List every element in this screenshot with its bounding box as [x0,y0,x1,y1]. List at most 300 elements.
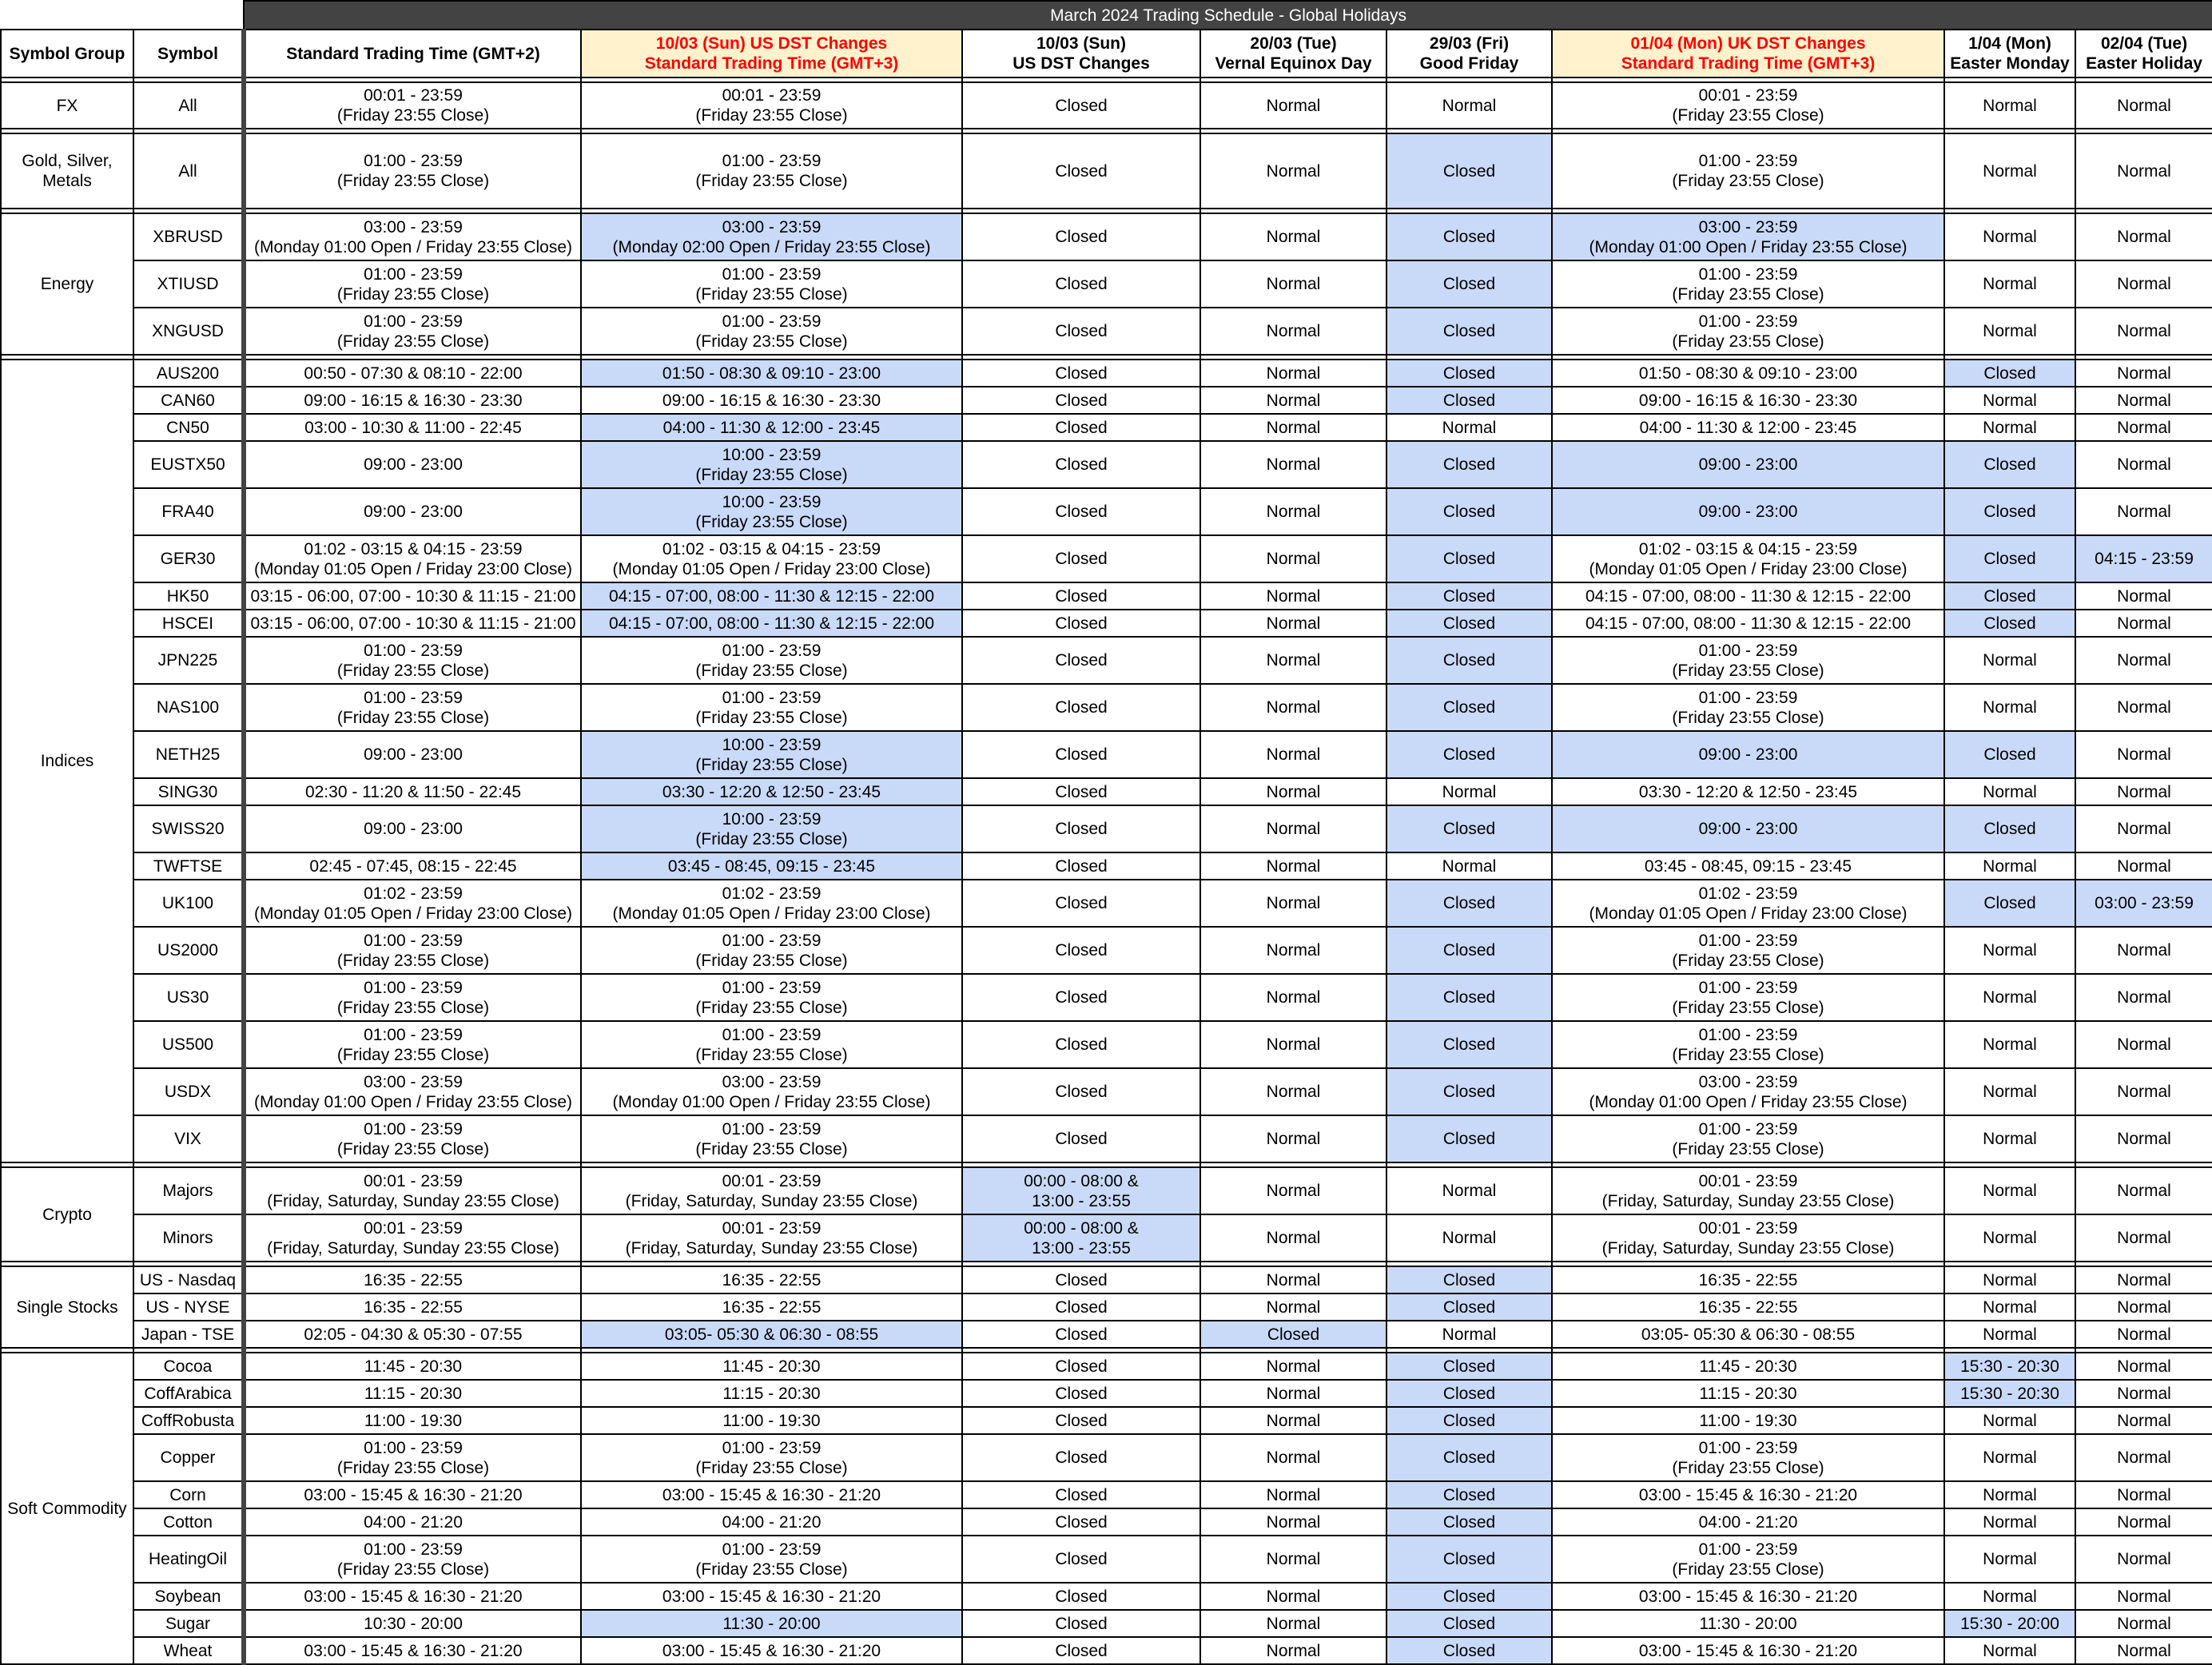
schedule-cell: Closed [962,133,1200,209]
schedule-cell: 01:00 - 23:59 (Friday 23:55 Close) [581,308,962,355]
schedule-cell: Normal [1944,82,2075,129]
schedule-cell: Normal [2075,852,2212,880]
schedule-cell: Closed [962,82,1200,129]
table-row [1,133,2212,209]
schedule-cell: Normal [1200,1293,1386,1321]
schedule-cell: Normal [1200,880,1386,927]
schedule-cell: 00:01 - 23:59 (Friday, Saturday, Sunday 23:55 Close) [581,1214,962,1262]
schedule-cell: 03:00 - 15:45 & 16:30 - 21:20 [244,1481,581,1508]
schedule-cell: Normal [2075,308,2212,355]
schedule-cell: 01:00 - 23:59 (Friday 23:55 Close) [581,1115,962,1162]
symbol-cell: CoffRobusta [133,1407,244,1434]
schedule-cell: 03:05- 05:30 & 06:30 - 08:55 [581,1321,962,1348]
schedule-cell: 09:00 - 23:00 [244,731,581,778]
schedule-cell: Normal [2075,441,2212,488]
schedule-cell: Normal [1200,1380,1386,1407]
schedule-cell: Closed [1386,1407,1552,1434]
schedule-cell: 11:15 - 20:30 [244,1380,581,1407]
table-row [1,1583,2212,1610]
schedule-cell: 04:00 - 21:20 [1552,1508,1944,1536]
schedule-cell: Normal [1386,852,1552,880]
schedule-cell: Normal [2075,260,2212,308]
schedule-cell: 01:00 - 23:59 (Friday 23:55 Close) [244,974,581,1021]
schedule-cell: 03:00 - 23:59 (Monday 01:00 Open / Friday 23:55 Close) [1552,213,1944,260]
schedule-cell: 00:01 - 23:59 (Friday, Saturday, Sunday 23:55 Close) [581,1167,962,1214]
schedule-cell: Normal [1944,1481,2075,1508]
schedule-cell: Closed [962,1508,1200,1536]
schedule-cell: Normal [1944,778,2075,805]
schedule-cell: Normal [1944,414,2075,441]
schedule-cell: Normal [1200,488,1386,535]
symbol-cell: HSCEI [133,610,244,637]
schedule-cell: Normal [2075,1353,2212,1380]
table-row [1,1115,2212,1162]
schedule-cell: Closed [962,637,1200,684]
symbol-cell: CoffArabica [133,1380,244,1407]
schedule-cell: 01:00 - 23:59 (Friday 23:55 Close) [244,637,581,684]
schedule-cell: Normal [1200,308,1386,355]
table-row [1,387,2212,414]
symbol-cell: US500 [133,1021,244,1068]
schedule-cell: Closed [1944,805,2075,852]
table-row [1,260,2212,308]
page-title: March 2024 Trading Schedule - Global Holidays [244,1,2212,30]
schedule-cell: Normal [2075,1266,2212,1293]
schedule-cell: Closed [1386,441,1552,488]
schedule-cell: 09:00 - 23:00 [1552,488,1944,535]
schedule-cell: 00:00 - 08:00 & 13:00 - 23:55 [962,1214,1200,1262]
schedule-cell: Closed [1386,1068,1552,1115]
schedule-cell: Closed [962,488,1200,535]
table-row [1,1508,2212,1536]
schedule-cell: 10:00 - 23:59 (Friday 23:55 Close) [581,805,962,852]
schedule-cell: Normal [2075,414,2212,441]
schedule-cell: Normal [1200,1583,1386,1610]
schedule-cell: 11:45 - 20:30 [1552,1353,1944,1380]
schedule-cell: Normal [1386,778,1552,805]
column-header: 10/03 (Sun) US DST Changes Standard Trading Time (GMT+3) [581,30,962,77]
schedule-cell: Normal [2075,1610,2212,1637]
schedule-cell: 03:15 - 06:00, 07:00 - 10:30 & 11:15 - 21:00 [244,582,581,610]
schedule-cell: 11:00 - 19:30 [581,1407,962,1434]
symbol-cell: NETH25 [133,731,244,778]
schedule-cell: 01:00 - 23:59 (Friday 23:55 Close) [244,308,581,355]
schedule-cell: Closed [962,260,1200,308]
symbol-cell: VIX [133,1115,244,1162]
table-row [1,1321,2212,1348]
schedule-cell: 00:01 - 23:59 (Friday, Saturday, Sunday 23:55 Close) [1552,1167,1944,1214]
schedule-cell: 11:45 - 20:30 [581,1353,962,1380]
schedule-cell: Normal [2075,1380,2212,1407]
schedule-cell: Closed [1386,1637,1552,1664]
table-row [1,82,2212,129]
symbol-cell: Corn [133,1481,244,1508]
schedule-cell: Closed [962,1068,1200,1115]
schedule-cell: 09:00 - 16:15 & 16:30 - 23:30 [581,387,962,414]
schedule-cell: Normal [1386,1321,1552,1348]
table-row [1,1068,2212,1115]
table-row [1,441,2212,488]
schedule-cell: Normal [1200,1536,1386,1583]
schedule-cell: 00:01 - 23:59 (Friday, Saturday, Sunday 23:55 Close) [244,1167,581,1214]
symbol-cell: GER30 [133,535,244,582]
schedule-cell: 03:00 - 15:45 & 16:30 - 21:20 [581,1583,962,1610]
schedule-cell: 15:30 - 20:30 [1944,1380,2075,1407]
table-body [1,1,2212,1664]
schedule-cell: Normal [1200,133,1386,209]
schedule-cell: 03:15 - 06:00, 07:00 - 10:30 & 11:15 - 21:00 [244,610,581,637]
schedule-cell: Normal [1200,1021,1386,1068]
schedule-cell: Closed [1944,535,2075,582]
schedule-cell: 03:00 - 15:45 & 16:30 - 21:20 [1552,1481,1944,1508]
schedule-cell: Normal [1200,1407,1386,1434]
symbol-cell: EUSTX50 [133,441,244,488]
schedule-cell: Closed [962,1536,1200,1583]
schedule-cell: Closed [1386,1115,1552,1162]
table-row [1,852,2212,880]
symbol-cell: XTIUSD [133,260,244,308]
table-row [1,1021,2212,1068]
schedule-cell: Normal [1944,1321,2075,1348]
schedule-cell: 16:35 - 22:55 [244,1266,581,1293]
schedule-cell: Closed [962,1321,1200,1348]
schedule-cell: 09:00 - 23:00 [1552,441,1944,488]
schedule-cell: Normal [1944,1583,2075,1610]
table-row [1,582,2212,610]
schedule-cell: Closed [962,610,1200,637]
schedule-cell: Normal [1944,213,2075,260]
symbol-cell: Copper [133,1434,244,1481]
schedule-cell: 03:30 - 12:20 & 12:50 - 23:45 [581,778,962,805]
schedule-cell: Closed [1386,684,1552,731]
table-row [1,1610,2212,1637]
schedule-cell: 01:02 - 03:15 & 04:15 - 23:59 (Monday 01:05 Open / Friday 23:00 Close) [1552,535,1944,582]
schedule-cell: 03:30 - 12:20 & 12:50 - 23:45 [1552,778,1944,805]
symbol-cell: SWISS20 [133,805,244,852]
schedule-cell: 04:15 - 07:00, 08:00 - 11:30 & 12:15 - 22:00 [1552,582,1944,610]
schedule-cell: Closed [1386,731,1552,778]
schedule-cell: Closed [1386,1353,1552,1380]
schedule-cell: Normal [1200,387,1386,414]
schedule-cell: Closed [1944,880,2075,927]
schedule-cell: 00:01 - 23:59 (Friday, Saturday, Sunday 23:55 Close) [1552,1214,1944,1262]
symbol-group-cell: Crypto [1,1167,133,1262]
column-header: 29/03 (Fri) Good Friday [1386,30,1552,77]
schedule-cell: Normal [1200,260,1386,308]
schedule-cell: 16:35 - 22:55 [244,1293,581,1321]
schedule-cell: 00:50 - 07:30 & 08:10 - 22:00 [244,360,581,387]
schedule-cell: 16:35 - 22:55 [581,1266,962,1293]
schedule-cell: 03:00 - 23:59 (Monday 01:00 Open / Friday 23:55 Close) [244,1068,581,1115]
table-row [1,213,2212,260]
schedule-cell: Normal [1200,360,1386,387]
schedule-cell: Normal [1944,1293,2075,1321]
schedule-cell: Normal [1200,805,1386,852]
schedule-cell: 01:00 - 23:59 (Friday 23:55 Close) [244,1115,581,1162]
schedule-cell: Normal [2075,1481,2212,1508]
schedule-cell: Normal [2075,1536,2212,1583]
symbol-cell: Soybean [133,1583,244,1610]
symbol-group-cell: Soft Commodity [1,1353,133,1664]
schedule-cell: Normal [1944,1167,2075,1214]
schedule-cell: 01:00 - 23:59 (Friday 23:55 Close) [581,1434,962,1481]
schedule-cell: Normal [2075,488,2212,535]
symbol-cell: JPN225 [133,637,244,684]
schedule-cell: 09:00 - 16:15 & 16:30 - 23:30 [1552,387,1944,414]
symbol-group-cell: Energy [1,213,133,355]
schedule-cell: Closed [962,414,1200,441]
schedule-cell: 01:00 - 23:59 (Friday 23:55 Close) [1552,308,1944,355]
schedule-cell: 01:00 - 23:59 (Friday 23:55 Close) [581,974,962,1021]
schedule-cell: Normal [2075,778,2212,805]
schedule-cell: Closed [1944,488,2075,535]
table-row [1,1481,2212,1508]
table-row [1,1266,2212,1293]
schedule-cell: 01:00 - 23:59 (Friday 23:55 Close) [244,1434,581,1481]
schedule-cell: 10:00 - 23:59 (Friday 23:55 Close) [581,731,962,778]
schedule-cell: Normal [1944,1508,2075,1536]
schedule-cell: Normal [1200,1068,1386,1115]
schedule-cell: Closed [962,1380,1200,1407]
schedule-cell: 10:00 - 23:59 (Friday 23:55 Close) [581,488,962,535]
schedule-cell: 11:30 - 20:00 [581,1610,962,1637]
schedule-cell: 04:00 - 21:20 [581,1508,962,1536]
schedule-cell: 11:00 - 19:30 [1552,1407,1944,1434]
schedule-cell: Normal [1200,414,1386,441]
symbol-cell: US - NYSE [133,1293,244,1321]
schedule-cell: Normal [1200,610,1386,637]
symbol-group-cell: Indices [1,360,133,1162]
schedule-cell: 11:15 - 20:30 [581,1380,962,1407]
schedule-cell: Normal [2075,1167,2212,1214]
schedule-cell: Normal [1200,1266,1386,1293]
schedule-cell: Closed [962,1481,1200,1508]
schedule-cell: 01:00 - 23:59 (Friday 23:55 Close) [1552,1536,1944,1583]
symbol-cell: US - Nasdaq [133,1266,244,1293]
schedule-cell: 01:00 - 23:59 (Friday 23:55 Close) [1552,684,1944,731]
schedule-cell: 01:02 - 23:59 (Monday 01:05 Open / Friday 23:00 Close) [1552,880,1944,927]
column-header: Symbol [133,30,244,77]
schedule-cell: Normal [1200,684,1386,731]
symbol-cell: Majors [133,1167,244,1214]
schedule-cell: Normal [2075,1021,2212,1068]
schedule-cell: Normal [1200,1637,1386,1664]
schedule-cell: Closed [1386,1434,1552,1481]
table-row [1,1434,2212,1481]
schedule-cell: Closed [962,1266,1200,1293]
schedule-cell: Normal [1944,1021,2075,1068]
symbol-cell: HK50 [133,582,244,610]
symbol-cell: US2000 [133,927,244,974]
schedule-cell: Closed [962,387,1200,414]
schedule-cell: 01:00 - 23:59 (Friday 23:55 Close) [244,684,581,731]
schedule-cell: 01:02 - 23:59 (Monday 01:05 Open / Friday 23:00 Close) [581,880,962,927]
schedule-cell: Normal [1200,1115,1386,1162]
schedule-cell: Closed [1386,1610,1552,1637]
schedule-cell: 03:00 - 23:59 (Monday 02:00 Open / Friday 23:55 Close) [581,213,962,260]
schedule-cell: Closed [962,1637,1200,1664]
schedule-cell: Normal [2075,731,2212,778]
symbol-cell: USDX [133,1068,244,1115]
table-row [1,927,2212,974]
schedule-cell: 01:02 - 23:59 (Monday 01:05 Open / Friday 23:00 Close) [244,880,581,927]
schedule-cell: 16:35 - 22:55 [1552,1266,1944,1293]
schedule-cell: Normal [1200,1508,1386,1536]
schedule-cell: 01:00 - 23:59 (Friday 23:55 Close) [581,260,962,308]
schedule-cell: Normal [2075,360,2212,387]
schedule-cell: Normal [1944,684,2075,731]
schedule-cell: 09:00 - 23:00 [1552,805,1944,852]
schedule-cell: Normal [1944,974,2075,1021]
table-row [1,805,2212,852]
schedule-cell: Closed [1386,582,1552,610]
schedule-cell: 09:00 - 23:00 [244,488,581,535]
schedule-cell: Normal [2075,927,2212,974]
schedule-cell: Closed [1386,213,1552,260]
schedule-cell: 03:00 - 15:45 & 16:30 - 21:20 [1552,1583,1944,1610]
symbol-cell: Cotton [133,1508,244,1536]
schedule-cell: 03:00 - 15:45 & 16:30 - 21:20 [244,1637,581,1664]
blank-corner [1,1,244,30]
schedule-cell: Closed [1386,637,1552,684]
schedule-cell: Normal [2075,213,2212,260]
schedule-cell: 00:01 - 23:59 (Friday 23:55 Close) [1552,82,1944,129]
schedule-cell: 03:00 - 15:45 & 16:30 - 21:20 [1552,1637,1944,1664]
symbol-group-cell: Gold, Silver, Metals [1,133,133,209]
schedule-cell: Normal [2075,1293,2212,1321]
schedule-cell: Normal [2075,805,2212,852]
schedule-cell: Closed [1386,880,1552,927]
table-row [1,1637,2212,1664]
column-header: 02/04 (Tue) Easter Holiday [2075,30,2212,77]
schedule-cell: Closed [962,974,1200,1021]
schedule-cell: Closed [1386,974,1552,1021]
schedule-cell: Normal [1944,260,2075,308]
schedule-cell: 00:01 - 23:59 (Friday, Saturday, Sunday 23:55 Close) [244,1214,581,1262]
schedule-cell: 11:45 - 20:30 [244,1353,581,1380]
table-row [1,535,2212,582]
schedule-cell: 01:50 - 08:30 & 09:10 - 23:00 [581,360,962,387]
schedule-cell: Normal [2075,1407,2212,1434]
schedule-cell: 15:30 - 20:00 [1944,1610,2075,1637]
schedule-cell: Normal [1200,927,1386,974]
symbol-cell: HeatingOil [133,1536,244,1583]
schedule-cell: Closed [1386,308,1552,355]
column-header: Standard Trading Time (GMT+2) [244,30,581,77]
schedule-cell: Closed [962,213,1200,260]
table-row [1,1214,2212,1262]
schedule-cell: 09:00 - 23:00 [1552,731,1944,778]
schedule-cell: Closed [962,927,1200,974]
schedule-cell: Normal [1944,852,2075,880]
schedule-cell: Normal [1200,1167,1386,1214]
column-header: 20/03 (Tue) Vernal Equinox Day [1200,30,1386,77]
table-row [1,778,2212,805]
schedule-cell: Normal [1200,441,1386,488]
schedule-cell: 02:45 - 07:45, 08:15 - 22:45 [244,852,581,880]
schedule-cell: 01:00 - 23:59 (Friday 23:55 Close) [581,1021,962,1068]
schedule-cell: 01:00 - 23:59 (Friday 23:55 Close) [1552,637,1944,684]
schedule-cell: Closed [962,684,1200,731]
schedule-cell: Closed [962,1434,1200,1481]
schedule-cell: Closed [962,852,1200,880]
column-header: Symbol Group [1,30,133,77]
schedule-cell: Closed [1386,133,1552,209]
schedule-cell: Closed [962,360,1200,387]
schedule-cell: 01:00 - 23:59 (Friday 23:55 Close) [1552,260,1944,308]
schedule-cell: Normal [1944,1068,2075,1115]
header-row [1,30,2212,77]
schedule-cell: 01:00 - 23:59 (Friday 23:55 Close) [244,927,581,974]
table-row [1,1536,2212,1583]
schedule-cell: Normal [1200,974,1386,1021]
schedule-cell: Normal [1944,308,2075,355]
schedule-cell: Closed [962,1407,1200,1434]
table-row [1,880,2212,927]
schedule-cell: Normal [1200,82,1386,129]
table-row [1,610,2212,637]
schedule-cell: Normal [2075,1321,2212,1348]
schedule-cell: 03:45 - 08:45, 09:15 - 23:45 [581,852,962,880]
symbol-cell: NAS100 [133,684,244,731]
schedule-cell: Normal [2075,974,2212,1021]
schedule-cell: 16:35 - 22:55 [1552,1293,1944,1321]
schedule-cell: 01:00 - 23:59 (Friday 23:55 Close) [581,927,962,974]
schedule-cell: 04:15 - 23:59 [2075,535,2212,582]
schedule-cell: Normal [1200,852,1386,880]
schedule-cell: Normal [2075,82,2212,129]
column-header: 10/03 (Sun) US DST Changes [962,30,1200,77]
schedule-cell: 09:00 - 23:00 [244,441,581,488]
schedule-cell: Normal [1386,82,1552,129]
symbol-cell: XBRUSD [133,213,244,260]
schedule-cell: 01:00 - 23:59 (Friday 23:55 Close) [581,684,962,731]
schedule-cell: Closed [1944,360,2075,387]
table-row [1,684,2212,731]
schedule-cell: Closed [962,1583,1200,1610]
schedule-cell: Closed [962,1353,1200,1380]
schedule-cell: Normal [1944,1407,2075,1434]
schedule-cell: Normal [1200,535,1386,582]
schedule-cell: Closed [962,535,1200,582]
schedule-cell: Closed [1200,1321,1386,1348]
symbol-cell: FRA40 [133,488,244,535]
table-row [1,414,2212,441]
schedule-cell: Closed [962,1293,1200,1321]
schedule-cell: Normal [1386,1167,1552,1214]
schedule-cell: Closed [1386,488,1552,535]
schedule-cell: 00:01 - 23:59 (Friday 23:55 Close) [581,82,962,129]
schedule-cell: Normal [1200,582,1386,610]
schedule-cell: 01:50 - 08:30 & 09:10 - 23:00 [1552,360,1944,387]
schedule-cell: Normal [1944,1266,2075,1293]
schedule-cell: 03:45 - 08:45, 09:15 - 23:45 [1552,852,1944,880]
symbol-cell: TWFTSE [133,852,244,880]
schedule-cell: 03:00 - 23:59 (Monday 01:00 Open / Friday 23:55 Close) [244,213,581,260]
schedule-cell: 04:00 - 11:30 & 12:00 - 23:45 [1552,414,1944,441]
symbol-cell: CN50 [133,414,244,441]
schedule-cell: 03:00 - 23:59 (Monday 01:00 Open / Friday 23:55 Close) [1552,1068,1944,1115]
schedule-cell: 03:00 - 23:59 (Monday 01:00 Open / Friday 23:55 Close) [581,1068,962,1115]
schedule-cell: 03:00 - 15:45 & 16:30 - 21:20 [244,1583,581,1610]
symbol-cell: UK100 [133,880,244,927]
column-header: 01/04 (Mon) UK DST Changes Standard Trading Time (GMT+3) [1552,30,1944,77]
schedule-cell: Normal [1944,133,2075,209]
schedule-cell: Normal [1944,1536,2075,1583]
schedule-cell: 09:00 - 16:15 & 16:30 - 23:30 [244,387,581,414]
schedule-cell: Closed [1386,927,1552,974]
schedule-cell: Closed [962,880,1200,927]
